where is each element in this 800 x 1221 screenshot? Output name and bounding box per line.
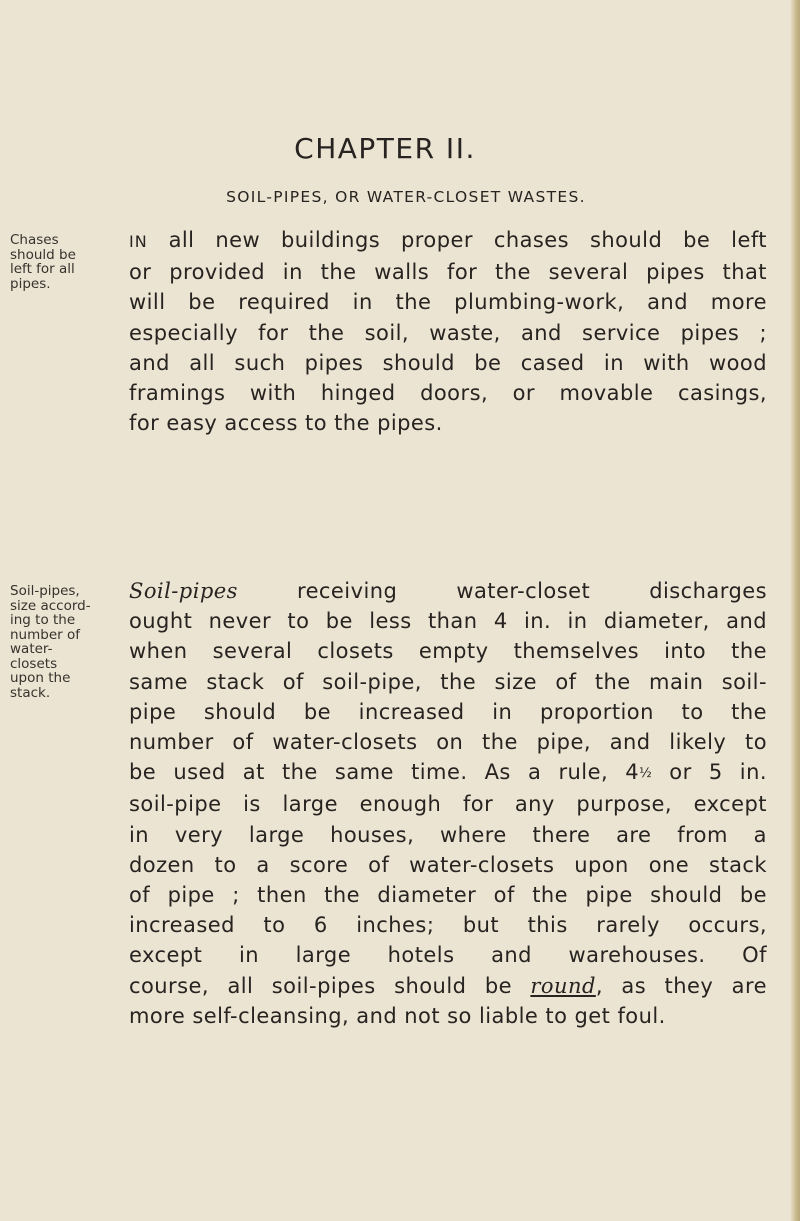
paragraph-line: pipe should be increased in proportion to the xyxy=(129,699,767,724)
paragraph-line: and all such pipes should be cased in with wood xyxy=(129,350,767,375)
paragraph-line xyxy=(129,757,767,789)
rule-line-end: or 5 in. xyxy=(652,760,767,785)
lead-italic: Soil-pipes xyxy=(129,579,238,603)
paragraph-line: except in large hotels and warehouses. Of xyxy=(129,943,767,968)
emphasis-round: round xyxy=(530,973,596,998)
margin-note-line: upon the xyxy=(10,670,71,686)
section-title: SOIL-PIPES, OR WATER-CLOSET WASTES. xyxy=(226,188,586,206)
paragraph-chases xyxy=(129,225,767,438)
paragraph-line: especially for the soil, waste, and service pipes ; xyxy=(129,320,767,345)
paragraph-line: of pipe ; then the diameter of the pipe should be xyxy=(129,883,767,908)
margin-note-line: water- xyxy=(10,641,53,657)
paragraph-line: when several closets empty themselves into the xyxy=(129,639,767,664)
paragraph-line: increased to 6 inches; but this rarely occurs, xyxy=(129,913,767,938)
margin-note-chases xyxy=(10,233,125,291)
margin-note-line: Soil-pipes, xyxy=(10,583,80,599)
margin-note-line: ing to the xyxy=(10,612,76,628)
paragraph-line: number of water-closets on the pipe, and likely to xyxy=(129,730,767,755)
fraction: ½ xyxy=(639,766,653,782)
paragraph-soil-pipes xyxy=(129,576,767,1031)
rule-line-start: be used at the same time. As a rule, 4 xyxy=(129,760,640,785)
chapter-title: CHAPTER II. xyxy=(294,132,476,165)
first-line-rest: all new buildings proper chases should be left xyxy=(147,228,767,252)
paragraph-line: ought never to be less than 4 in. in diameter, and xyxy=(129,609,767,634)
paragraph-line: or provided in the walls for the several pipes that xyxy=(129,260,767,285)
margin-note-line: left for all xyxy=(10,261,75,277)
course-end: , as they are xyxy=(595,973,767,998)
paragraph-line: dozen to a score of water-closets upon one stack xyxy=(129,852,767,877)
paragraph-line xyxy=(129,576,767,606)
paragraph-line: in very large houses, where there are from a xyxy=(129,822,767,847)
paragraph-line xyxy=(129,225,767,257)
margin-note-line: Chases xyxy=(10,232,59,248)
margin-note-line: size accord- xyxy=(10,597,91,614)
paragraph-line: more self-cleansing, and not so liable to get foul. xyxy=(129,1003,666,1028)
page-edge xyxy=(790,0,800,1221)
paragraph-line xyxy=(129,971,767,1001)
paragraph-line: framings with hinged doors, or movable casings, xyxy=(129,381,767,406)
margin-note-line: closets xyxy=(10,655,58,672)
paragraph-line: for easy access to the pipes. xyxy=(129,411,443,436)
lead-smallcaps: IN xyxy=(129,232,148,251)
first-line-rest: receiving water-closet discharges xyxy=(237,579,767,603)
paragraph-line: soil-pipe is large enough for any purpose, except xyxy=(129,792,767,817)
paragraph-line: will be required in the plumbing-work, and more xyxy=(129,290,767,315)
margin-note-line: should be xyxy=(10,246,76,263)
margin-note-line: number of xyxy=(10,626,80,643)
paragraph-line: same stack of soil-pipe, the size of the main soil- xyxy=(129,669,767,694)
margin-note-soil-pipes xyxy=(10,584,125,700)
course-start: course, all soil-pipes should be xyxy=(129,973,531,998)
margin-note-line: stack. xyxy=(10,684,51,701)
margin-note-line: pipes. xyxy=(10,275,51,292)
